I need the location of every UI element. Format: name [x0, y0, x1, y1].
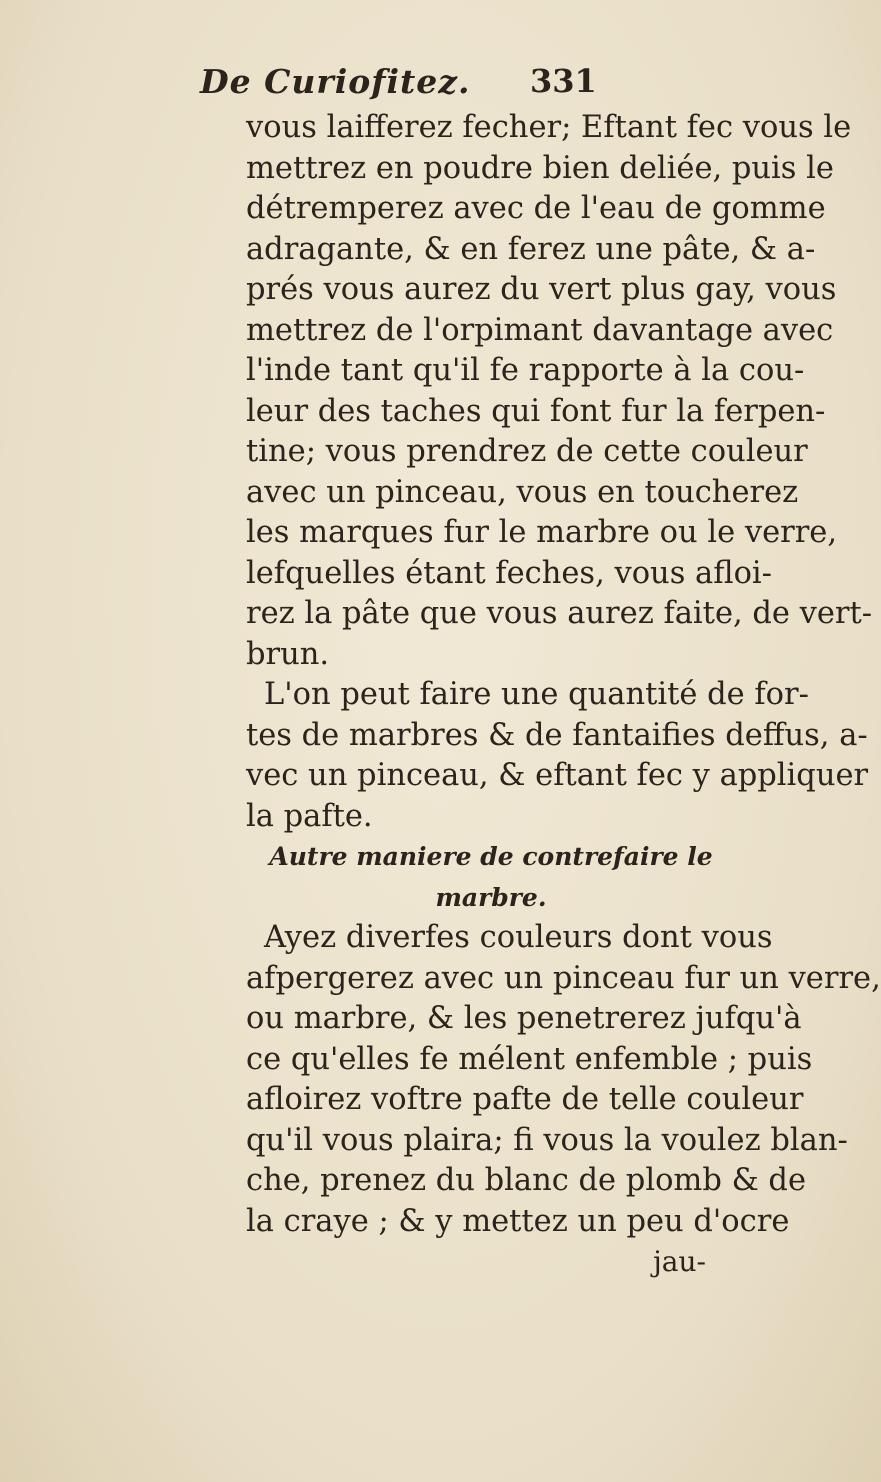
text-line: détremperez avec de l'eau de gomme — [246, 191, 826, 226]
text-line: ce qu'elles fe mélent enfemble ; puis — [246, 1041, 813, 1077]
running-head: De Curiofitez. — [200, 62, 471, 101]
text-line: la pafte. — [246, 798, 373, 834]
text-line: vous laifferez fecher; Eftant fec vous le — [246, 110, 852, 145]
text-line: les marques fur le marbre ou le verre, — [246, 515, 838, 550]
paragraph-first-line: L'on peut faire une quantité de for- — [264, 677, 809, 712]
page-body — [246, 108, 881, 1282]
text-line: ou marbre, & les penetrerez jufqu'à — [246, 1001, 802, 1036]
text-line: prés vous aurez du vert plus gay, vous — [246, 272, 837, 307]
text-line: afpergerez avec un pinceau fur un verre, — [246, 960, 881, 996]
text-line: mettrez de l'orpimant davantage avec — [246, 312, 834, 348]
text-line: leur des taches qui font fur la ferpen- — [246, 393, 826, 429]
page-header — [200, 62, 720, 110]
text-line: che, prenez du blanc de plomb & de — [246, 1163, 806, 1198]
text-line: la craye ; & y mettez un peu d'ocre — [246, 1203, 790, 1239]
text-line: mettrez en poudre bien deliée, puis le — [246, 150, 834, 186]
text-line: brun. — [246, 636, 330, 672]
text-line: avec un pinceau, vous en toucherez — [246, 474, 799, 510]
text-line: rez la pâte que vous aurez faite, de vert- — [246, 596, 873, 631]
section-subtitle: Autre maniere de contrefaire le — [269, 842, 713, 871]
text-line: qu'il vous plaira; fi vous la voulez blan- — [246, 1122, 848, 1158]
text-line: adragante, & en ferez une pâte, & a- — [246, 231, 816, 267]
text-line: tine; vous prendrez de cette couleur — [246, 434, 808, 469]
page-number: 331 — [530, 62, 597, 100]
text-line: vec un pinceau, & eftant fec y appliquer — [246, 758, 869, 793]
text-line: afloirez voftre pafte de telle couleur — [246, 1082, 804, 1117]
paragraph-first-line: Ayez diverfes couleurs dont vous — [264, 920, 773, 955]
text-line: tes de marbres & de fantaifies deffus, a- — [246, 717, 868, 753]
catchword: jau- — [653, 1245, 706, 1278]
text-line: l'inde tant qu'il fe rapporte à la cou- — [246, 353, 805, 388]
section-subtitle-continued: marbre. — [435, 882, 547, 912]
text-line: lefquelles étant feches, vous afloi- — [246, 555, 772, 591]
